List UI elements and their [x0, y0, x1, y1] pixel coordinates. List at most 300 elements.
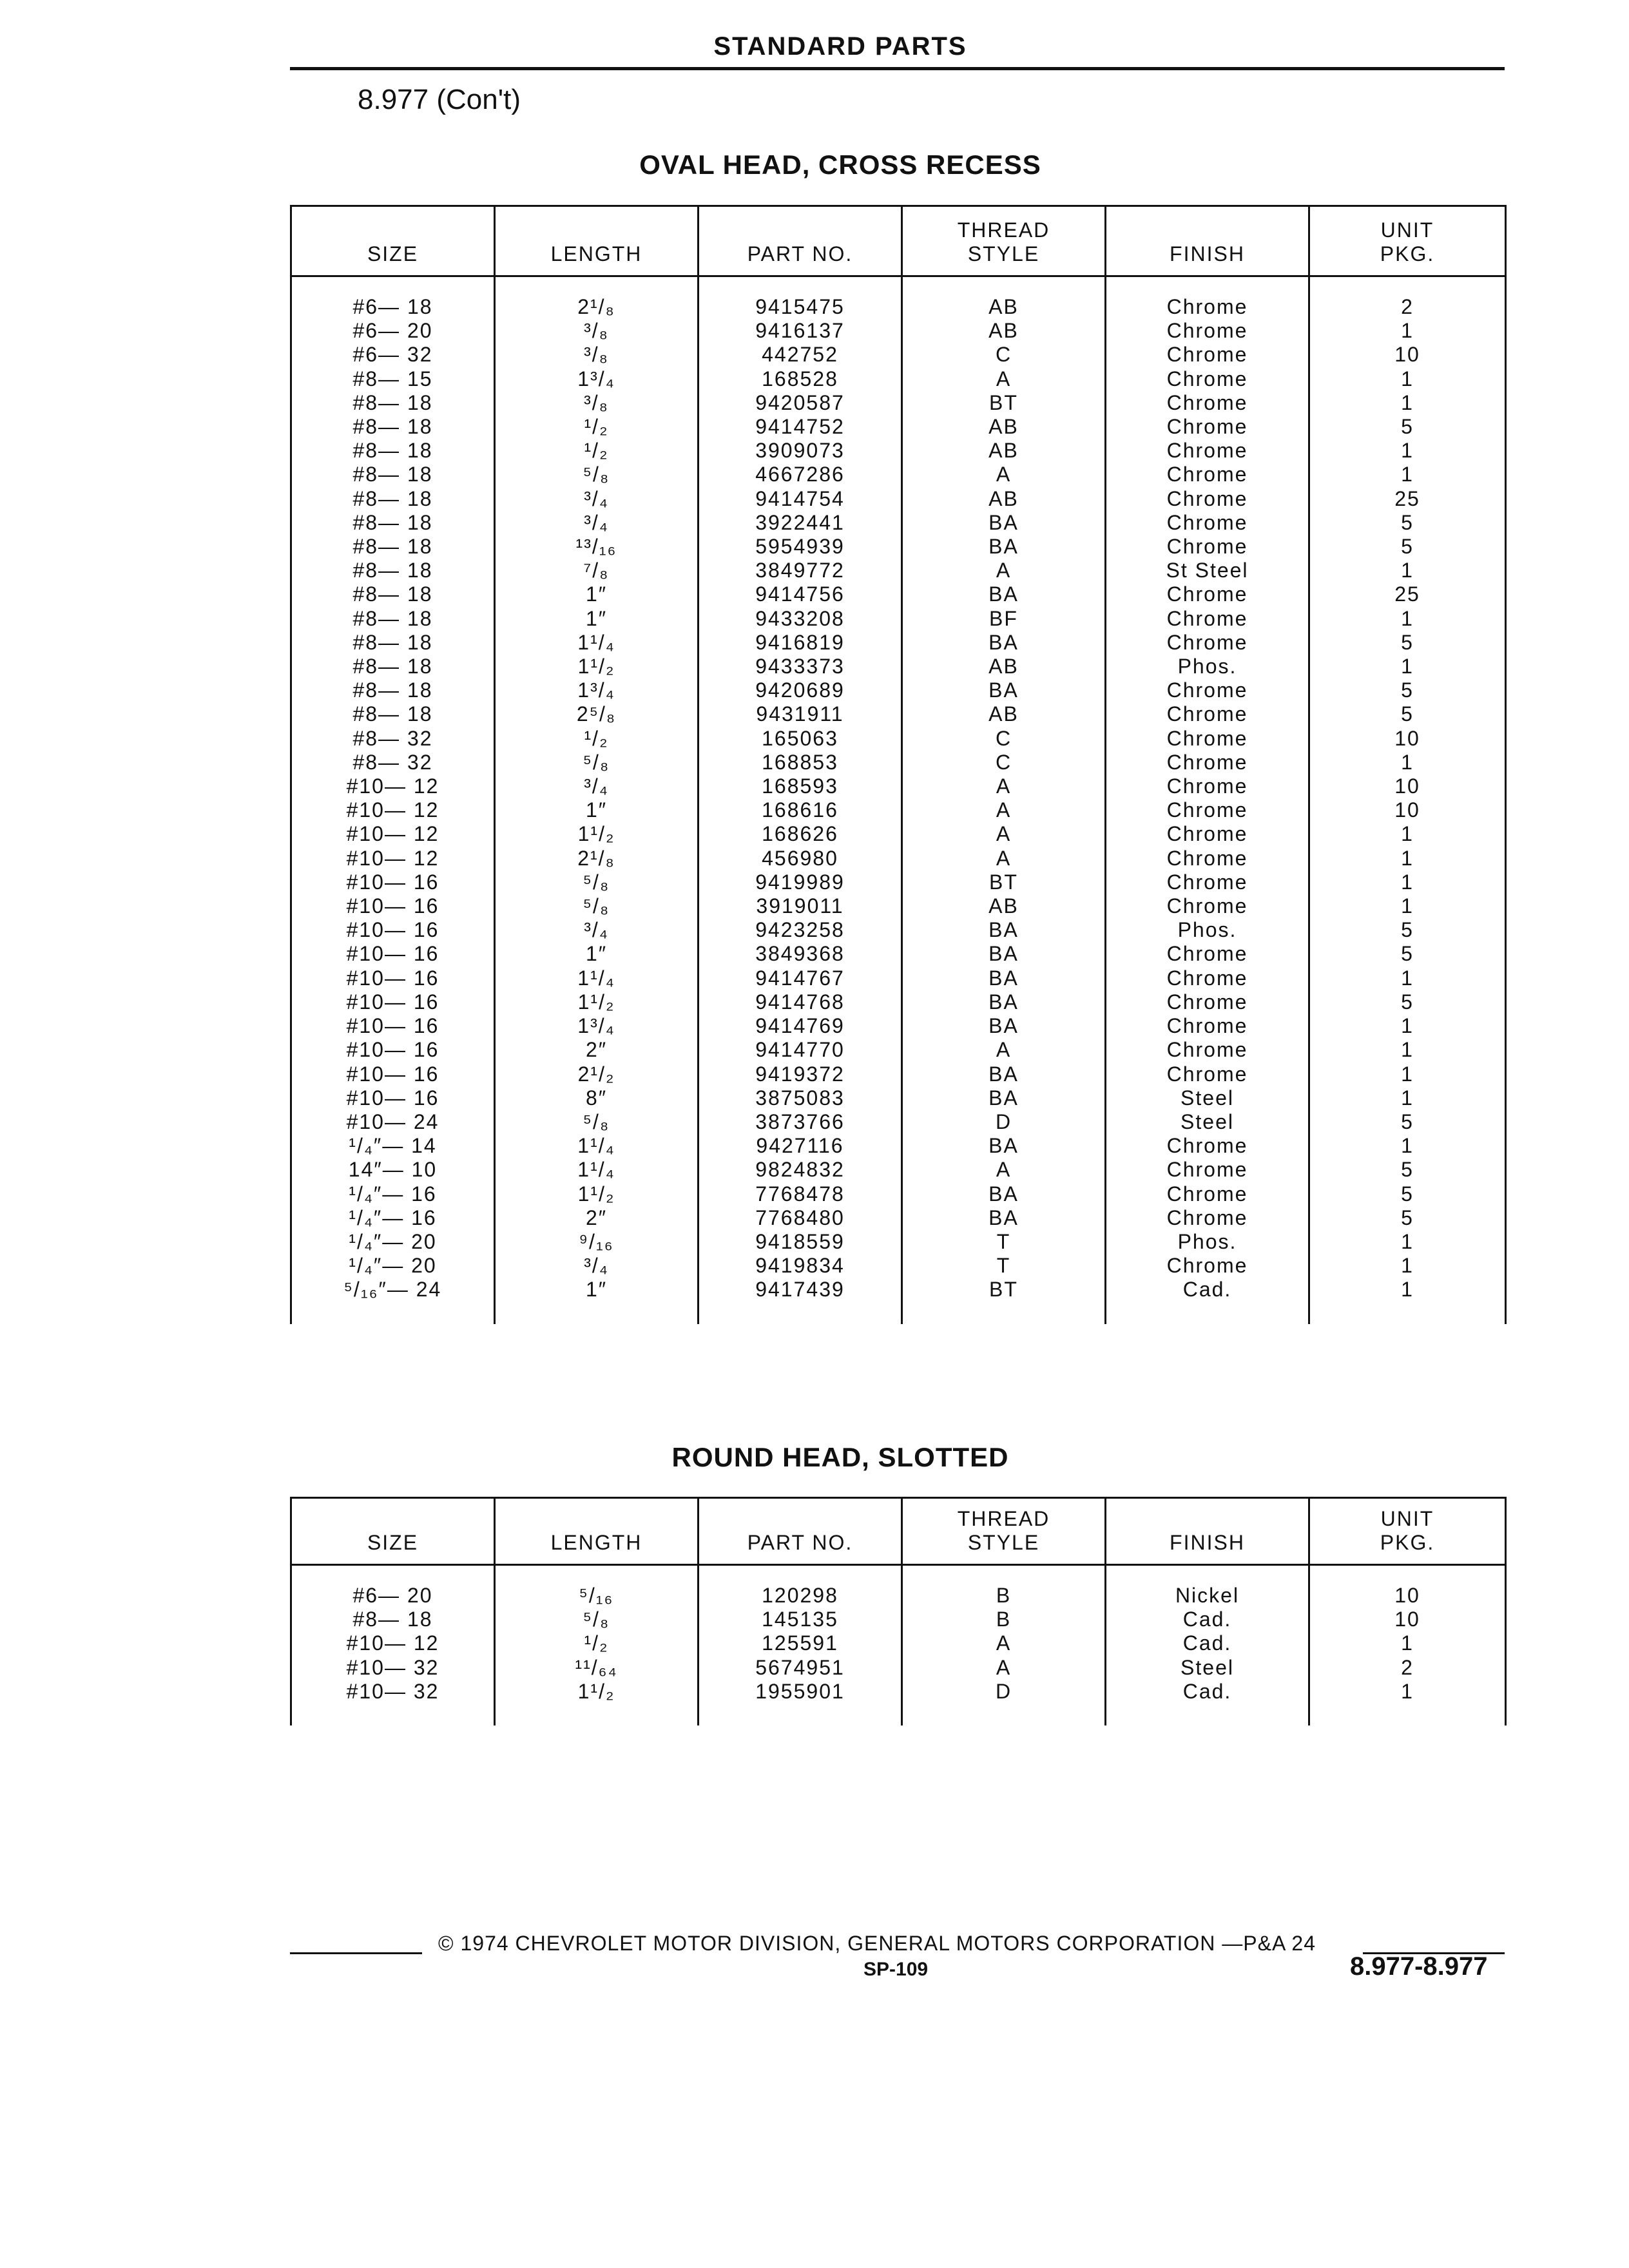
finish-cell: Phos.	[1106, 918, 1309, 942]
length-cell: 1¹/₂	[495, 655, 699, 678]
round-head-parts-table	[290, 1497, 1507, 1725]
table-row	[291, 894, 1506, 918]
unit-pkg-cell: 1	[1309, 1278, 1506, 1302]
length-cell: 1″	[495, 582, 699, 606]
part-no-cell: 9433208	[699, 607, 902, 631]
unit-pkg-cell: 5	[1309, 1158, 1506, 1182]
size-cell: #10— 16	[291, 1038, 495, 1062]
length-cell: ⁵/₈	[495, 1110, 699, 1134]
thread-style-cell: BA	[902, 990, 1106, 1014]
thread-style-cell: BA	[902, 631, 1106, 655]
table-row	[291, 870, 1506, 894]
thread-style-cell: T	[902, 1254, 1106, 1278]
table-row	[291, 607, 1506, 631]
unit-pkg-cell: 1	[1309, 894, 1506, 918]
thread-style-cell: A	[902, 774, 1106, 798]
thread-style-cell: BA	[902, 678, 1106, 702]
unit-pkg-cell: 1	[1309, 1680, 1506, 1704]
table-row	[291, 678, 1506, 702]
size-cell: #6— 32	[291, 343, 495, 367]
size-cell: #8— 18	[291, 463, 495, 486]
thread-style-cell: AB	[902, 894, 1106, 918]
length-cell: 1¹/₄	[495, 1158, 699, 1182]
unit-pkg-cell: 1	[1309, 822, 1506, 846]
thread-style-cell: C	[902, 343, 1106, 367]
length-cell: 1″	[495, 942, 699, 966]
length-cell: ¹/₂	[495, 439, 699, 463]
thread-style-cell: BA	[902, 535, 1106, 559]
size-cell: #10— 16	[291, 966, 495, 990]
table-row	[291, 582, 1506, 606]
part-no-cell: 5674951	[699, 1656, 902, 1680]
unit-pkg-cell: 10	[1309, 727, 1506, 751]
size-cell: #8— 32	[291, 727, 495, 751]
size-cell: #10— 32	[291, 1656, 495, 1680]
size-cell: ¹/₄″— 20	[291, 1230, 495, 1254]
thread-style-cell: BA	[902, 1182, 1106, 1206]
thread-style-cell: B	[902, 1584, 1106, 1608]
unit-pkg-cell: 1	[1309, 1062, 1506, 1086]
thread-style-cell: BA	[902, 1086, 1106, 1110]
unit-pkg-cell: 1	[1309, 966, 1506, 990]
thread-style-cell: AB	[902, 702, 1106, 726]
length-cell: 2¹/₈	[495, 295, 699, 319]
footer-page-number: 8.977-8.977	[1350, 1952, 1488, 1981]
size-cell: #10— 12	[291, 847, 495, 870]
thread-style-cell: BT	[902, 1278, 1106, 1302]
table-row	[291, 535, 1506, 559]
unit-pkg-cell: 2	[1309, 295, 1506, 319]
unit-pkg-cell: 5	[1309, 990, 1506, 1014]
finish-cell: Chrome	[1106, 990, 1309, 1014]
length-cell: 1¹/₂	[495, 1182, 699, 1206]
part-no-cell: 9414770	[699, 1038, 902, 1062]
section-reference: 8.977 (Con't)	[358, 84, 521, 115]
unit-pkg-cell: 5	[1309, 678, 1506, 702]
finish-cell: Chrome	[1106, 319, 1309, 343]
finish-cell: Phos.	[1106, 655, 1309, 678]
part-no-cell: 165063	[699, 727, 902, 751]
length-cell: 1³/₄	[495, 1014, 699, 1038]
part-no-cell: 9418559	[699, 1230, 902, 1254]
size-cell: #10— 16	[291, 1014, 495, 1038]
part-no-cell: 125591	[699, 1631, 902, 1655]
table-row	[291, 1608, 1506, 1631]
length-cell: ⁷/₈	[495, 559, 699, 582]
part-no-cell: 9420587	[699, 391, 902, 415]
part-no-cell: 168853	[699, 751, 902, 774]
col-header-length: LENGTH	[495, 206, 699, 276]
part-no-cell: 9414768	[699, 990, 902, 1014]
table-row	[291, 798, 1506, 822]
unit-pkg-cell: 5	[1309, 1110, 1506, 1134]
size-cell: #8— 18	[291, 511, 495, 535]
finish-cell: Chrome	[1106, 1062, 1309, 1086]
col-header-unit-pkg: UNIT PKG.	[1309, 206, 1506, 276]
size-cell: #10— 12	[291, 774, 495, 798]
length-cell: 1″	[495, 798, 699, 822]
part-no-cell: 456980	[699, 847, 902, 870]
footer-sp-code: SP-109	[863, 1959, 929, 1980]
thread-style-cell: A	[902, 1158, 1106, 1182]
part-no-cell: 9420689	[699, 678, 902, 702]
finish-cell: St Steel	[1106, 559, 1309, 582]
finish-cell: Chrome	[1106, 391, 1309, 415]
part-no-cell: 5954939	[699, 535, 902, 559]
size-cell: #10— 16	[291, 1086, 495, 1110]
part-no-cell: 120298	[699, 1584, 902, 1608]
finish-cell: Chrome	[1106, 295, 1309, 319]
unit-pkg-cell: 1	[1309, 1230, 1506, 1254]
part-no-cell: 9423258	[699, 918, 902, 942]
part-no-cell: 9433373	[699, 655, 902, 678]
round-head-section-title: ROUND HEAD, SLOTTED	[671, 1442, 1009, 1472]
length-cell: 2″	[495, 1038, 699, 1062]
part-no-cell: 3909073	[699, 439, 902, 463]
table-row	[291, 1254, 1506, 1278]
unit-pkg-cell: 1	[1309, 847, 1506, 870]
unit-pkg-cell: 5	[1309, 631, 1506, 655]
length-cell: 1″	[495, 607, 699, 631]
finish-cell: Chrome	[1106, 774, 1309, 798]
length-cell: ¹¹/₆₄	[495, 1656, 699, 1680]
table-row	[291, 1631, 1506, 1655]
finish-cell: Chrome	[1106, 678, 1309, 702]
unit-pkg-cell: 5	[1309, 535, 1506, 559]
length-cell: ⁵/₈	[495, 870, 699, 894]
length-cell: ¹³/₁₆	[495, 535, 699, 559]
part-no-cell: 9824832	[699, 1158, 902, 1182]
finish-cell: Chrome	[1106, 439, 1309, 463]
unit-pkg-cell: 1	[1309, 463, 1506, 486]
length-cell: 1¹/₂	[495, 1680, 699, 1704]
size-cell: #8— 32	[291, 751, 495, 774]
finish-cell: Chrome	[1106, 1014, 1309, 1038]
part-no-cell: 9427116	[699, 1134, 902, 1158]
unit-pkg-cell: 1	[1309, 607, 1506, 631]
table-row	[291, 1134, 1506, 1158]
thread-style-cell: D	[902, 1680, 1106, 1704]
finish-cell: Nickel	[1106, 1584, 1309, 1608]
part-no-cell: 3849772	[699, 559, 902, 582]
size-cell: #8— 18	[291, 678, 495, 702]
length-cell: ⁵/₈	[495, 1608, 699, 1631]
unit-pkg-cell: 1	[1309, 367, 1506, 391]
thread-style-cell: AB	[902, 487, 1106, 511]
col-header-part-no: PART NO.	[699, 206, 902, 276]
footer-copyright: © 1974 CHEVROLET MOTOR DIVISION, GENERAL MOTORS CORPORATION —P&A 24	[438, 1932, 1316, 1955]
finish-cell: Chrome	[1106, 343, 1309, 367]
thread-style-cell: BT	[902, 391, 1106, 415]
part-no-cell: 9414769	[699, 1014, 902, 1038]
table-row	[291, 1110, 1506, 1134]
finish-cell: Chrome	[1106, 1038, 1309, 1062]
size-cell: #6— 20	[291, 1584, 495, 1608]
size-cell: #10— 24	[291, 1110, 495, 1134]
length-cell: ³/₈	[495, 319, 699, 343]
size-cell: #8— 18	[291, 415, 495, 439]
part-no-cell: 9419834	[699, 1254, 902, 1278]
finish-cell: Chrome	[1106, 798, 1309, 822]
finish-cell: Chrome	[1106, 727, 1309, 751]
finish-cell: Chrome	[1106, 607, 1309, 631]
length-cell: 1″	[495, 1278, 699, 1302]
table-row	[291, 966, 1506, 990]
size-cell: #10— 12	[291, 1631, 495, 1655]
table-row	[291, 1038, 1506, 1062]
table-row	[291, 295, 1506, 319]
thread-style-cell: BA	[902, 942, 1106, 966]
part-no-cell: 3919011	[699, 894, 902, 918]
col-header-unit-pkg: UNIT PKG.	[1309, 1498, 1506, 1565]
col-header-part-no: PART NO.	[699, 1498, 902, 1565]
thread-style-cell: A	[902, 463, 1106, 486]
finish-cell: Cad.	[1106, 1631, 1309, 1655]
length-cell: 1¹/₄	[495, 1134, 699, 1158]
length-cell: ¹/₂	[495, 1631, 699, 1655]
unit-pkg-cell: 1	[1309, 559, 1506, 582]
thread-style-cell: BA	[902, 918, 1106, 942]
length-cell: ⁹/₁₆	[495, 1230, 699, 1254]
length-cell: ⁵/₁₆	[495, 1584, 699, 1608]
table-row	[291, 990, 1506, 1014]
table-row	[291, 847, 1506, 870]
table-row	[291, 727, 1506, 751]
size-cell: #10— 16	[291, 918, 495, 942]
size-cell: #10— 16	[291, 870, 495, 894]
thread-style-cell: AB	[902, 655, 1106, 678]
part-no-cell: 168616	[699, 798, 902, 822]
thread-style-cell: BA	[902, 582, 1106, 606]
part-no-cell: 3873766	[699, 1110, 902, 1134]
thread-style-cell: A	[902, 1656, 1106, 1680]
length-cell: ³/₄	[495, 774, 699, 798]
table-row	[291, 631, 1506, 655]
thread-style-cell: BA	[902, 1062, 1106, 1086]
unit-pkg-cell: 10	[1309, 1608, 1506, 1631]
unit-pkg-cell: 5	[1309, 942, 1506, 966]
size-cell: #8— 18	[291, 1608, 495, 1631]
finish-cell: Chrome	[1106, 1158, 1309, 1182]
finish-cell: Chrome	[1106, 511, 1309, 535]
size-cell: #10— 12	[291, 822, 495, 846]
thread-style-cell: A	[902, 559, 1106, 582]
thread-style-cell: BA	[902, 511, 1106, 535]
unit-pkg-cell: 1	[1309, 439, 1506, 463]
unit-pkg-cell: 1	[1309, 1038, 1506, 1062]
length-cell: 1³/₄	[495, 367, 699, 391]
unit-pkg-cell: 5	[1309, 1206, 1506, 1230]
finish-cell: Chrome	[1106, 1206, 1309, 1230]
part-no-cell: 9416137	[699, 319, 902, 343]
part-no-cell: 3875083	[699, 1086, 902, 1110]
table-row	[291, 415, 1506, 439]
unit-pkg-cell: 1	[1309, 751, 1506, 774]
size-cell: #8— 18	[291, 535, 495, 559]
unit-pkg-cell: 1	[1309, 1086, 1506, 1110]
length-cell: ³/₄	[495, 1254, 699, 1278]
thread-style-cell: BF	[902, 607, 1106, 631]
finish-cell: Cad.	[1106, 1608, 1309, 1631]
length-cell: 2¹/₂	[495, 1062, 699, 1086]
part-no-cell: 9414756	[699, 582, 902, 606]
size-cell: #8— 15	[291, 367, 495, 391]
finish-cell: Chrome	[1106, 870, 1309, 894]
size-cell: #8— 18	[291, 439, 495, 463]
size-cell: #6— 18	[291, 295, 495, 319]
finish-cell: Chrome	[1106, 367, 1309, 391]
size-cell: #10— 32	[291, 1680, 495, 1704]
finish-cell: Chrome	[1106, 1254, 1309, 1278]
unit-pkg-cell: 10	[1309, 343, 1506, 367]
thread-style-cell: A	[902, 367, 1106, 391]
finish-cell: Chrome	[1106, 582, 1309, 606]
length-cell: 1¹/₂	[495, 822, 699, 846]
col-header-finish: FINISH	[1106, 1498, 1309, 1565]
thread-style-cell: BA	[902, 1134, 1106, 1158]
part-no-cell: 9419989	[699, 870, 902, 894]
table-row	[291, 391, 1506, 415]
table-row	[291, 1584, 1506, 1608]
length-cell: ⁵/₈	[495, 751, 699, 774]
table-row	[291, 942, 1506, 966]
part-no-cell: 3922441	[699, 511, 902, 535]
thread-style-cell: BA	[902, 1014, 1106, 1038]
length-cell: 1¹/₂	[495, 990, 699, 1014]
length-cell: ³/₄	[495, 487, 699, 511]
size-cell: ¹/₄″— 20	[291, 1254, 495, 1278]
finish-cell: Chrome	[1106, 942, 1309, 966]
table-row	[291, 343, 1506, 367]
part-no-cell: 9415475	[699, 295, 902, 319]
finish-cell: Chrome	[1106, 463, 1309, 486]
table-row	[291, 1680, 1506, 1704]
size-cell: #10— 16	[291, 894, 495, 918]
part-no-cell: 9431911	[699, 702, 902, 726]
finish-cell: Chrome	[1106, 966, 1309, 990]
oval-head-section-title: OVAL HEAD, CROSS RECESS	[639, 149, 1041, 180]
part-no-cell: 9414754	[699, 487, 902, 511]
finish-cell: Chrome	[1106, 535, 1309, 559]
finish-cell: Steel	[1106, 1656, 1309, 1680]
col-header-finish: FINISH	[1106, 206, 1309, 276]
table-row	[291, 1278, 1506, 1302]
finish-cell: Steel	[1106, 1110, 1309, 1134]
table-row	[291, 1230, 1506, 1254]
table-row	[291, 822, 1506, 846]
length-cell: 1¹/₄	[495, 631, 699, 655]
part-no-cell: 9416819	[699, 631, 902, 655]
table-row	[291, 487, 1506, 511]
thread-style-cell: AB	[902, 295, 1106, 319]
table-row	[291, 1206, 1506, 1230]
finish-cell: Cad.	[1106, 1680, 1309, 1704]
finish-cell: Chrome	[1106, 894, 1309, 918]
finish-cell: Chrome	[1106, 415, 1309, 439]
table-row	[291, 1182, 1506, 1206]
unit-pkg-cell: 2	[1309, 1656, 1506, 1680]
size-cell: #8— 18	[291, 582, 495, 606]
part-no-cell: 7768480	[699, 1206, 902, 1230]
thread-style-cell: A	[902, 1038, 1106, 1062]
unit-pkg-cell: 1	[1309, 1254, 1506, 1278]
size-cell: #10— 16	[291, 1062, 495, 1086]
table-row	[291, 1086, 1506, 1110]
length-cell: 2″	[495, 1206, 699, 1230]
size-cell: #8— 18	[291, 559, 495, 582]
finish-cell: Chrome	[1106, 487, 1309, 511]
footer-rule-left	[290, 1952, 422, 1954]
unit-pkg-cell: 1	[1309, 319, 1506, 343]
col-header-thread-style: THREAD STYLE	[902, 206, 1106, 276]
table-row	[291, 702, 1506, 726]
table-row	[291, 463, 1506, 486]
unit-pkg-cell: 5	[1309, 918, 1506, 942]
page-header-title: STANDARD PARTS	[713, 32, 967, 61]
col-header-length: LENGTH	[495, 1498, 699, 1565]
unit-pkg-cell: 10	[1309, 1584, 1506, 1608]
finish-cell: Chrome	[1106, 1182, 1309, 1206]
col-header-thread-style: THREAD STYLE	[902, 1498, 1106, 1565]
part-no-cell: 3849368	[699, 942, 902, 966]
size-cell: #10— 16	[291, 942, 495, 966]
thread-style-cell: A	[902, 847, 1106, 870]
size-cell: 14″— 10	[291, 1158, 495, 1182]
size-cell: ⁵/₁₆″— 24	[291, 1278, 495, 1302]
size-cell: #8— 18	[291, 702, 495, 726]
part-no-cell: 9414767	[699, 966, 902, 990]
part-no-cell: 4667286	[699, 463, 902, 486]
size-cell: #10— 16	[291, 990, 495, 1014]
table-row	[291, 774, 1506, 798]
thread-style-cell: BA	[902, 966, 1106, 990]
finish-cell: Chrome	[1106, 822, 1309, 846]
part-no-cell: 1955901	[699, 1680, 902, 1704]
table-row	[291, 1014, 1506, 1038]
length-cell: 2¹/₈	[495, 847, 699, 870]
finish-cell: Cad.	[1106, 1278, 1309, 1302]
length-cell: ⁵/₈	[495, 894, 699, 918]
finish-cell: Steel	[1106, 1086, 1309, 1110]
part-no-cell: 168626	[699, 822, 902, 846]
unit-pkg-cell: 5	[1309, 511, 1506, 535]
unit-pkg-cell: 1	[1309, 1631, 1506, 1655]
table-row	[291, 439, 1506, 463]
length-cell: 1¹/₄	[495, 966, 699, 990]
thread-style-cell: AB	[902, 439, 1106, 463]
unit-pkg-cell: 1	[1309, 1134, 1506, 1158]
part-no-cell: 145135	[699, 1608, 902, 1631]
oval-head-parts-table	[290, 205, 1507, 1324]
col-header-size: SIZE	[291, 206, 495, 276]
table-row	[291, 367, 1506, 391]
length-cell: ³/₈	[495, 391, 699, 415]
length-cell: 1³/₄	[495, 678, 699, 702]
table-row	[291, 918, 1506, 942]
part-no-cell: 168528	[699, 367, 902, 391]
size-cell: #8— 18	[291, 391, 495, 415]
thread-style-cell: B	[902, 1608, 1106, 1631]
length-cell: ¹/₂	[495, 727, 699, 751]
thread-style-cell: C	[902, 727, 1106, 751]
unit-pkg-cell: 5	[1309, 415, 1506, 439]
table-row	[291, 1062, 1506, 1086]
table-row	[291, 319, 1506, 343]
table-row	[291, 559, 1506, 582]
table-row	[291, 511, 1506, 535]
table-row	[291, 1158, 1506, 1182]
header-rule	[290, 67, 1505, 70]
